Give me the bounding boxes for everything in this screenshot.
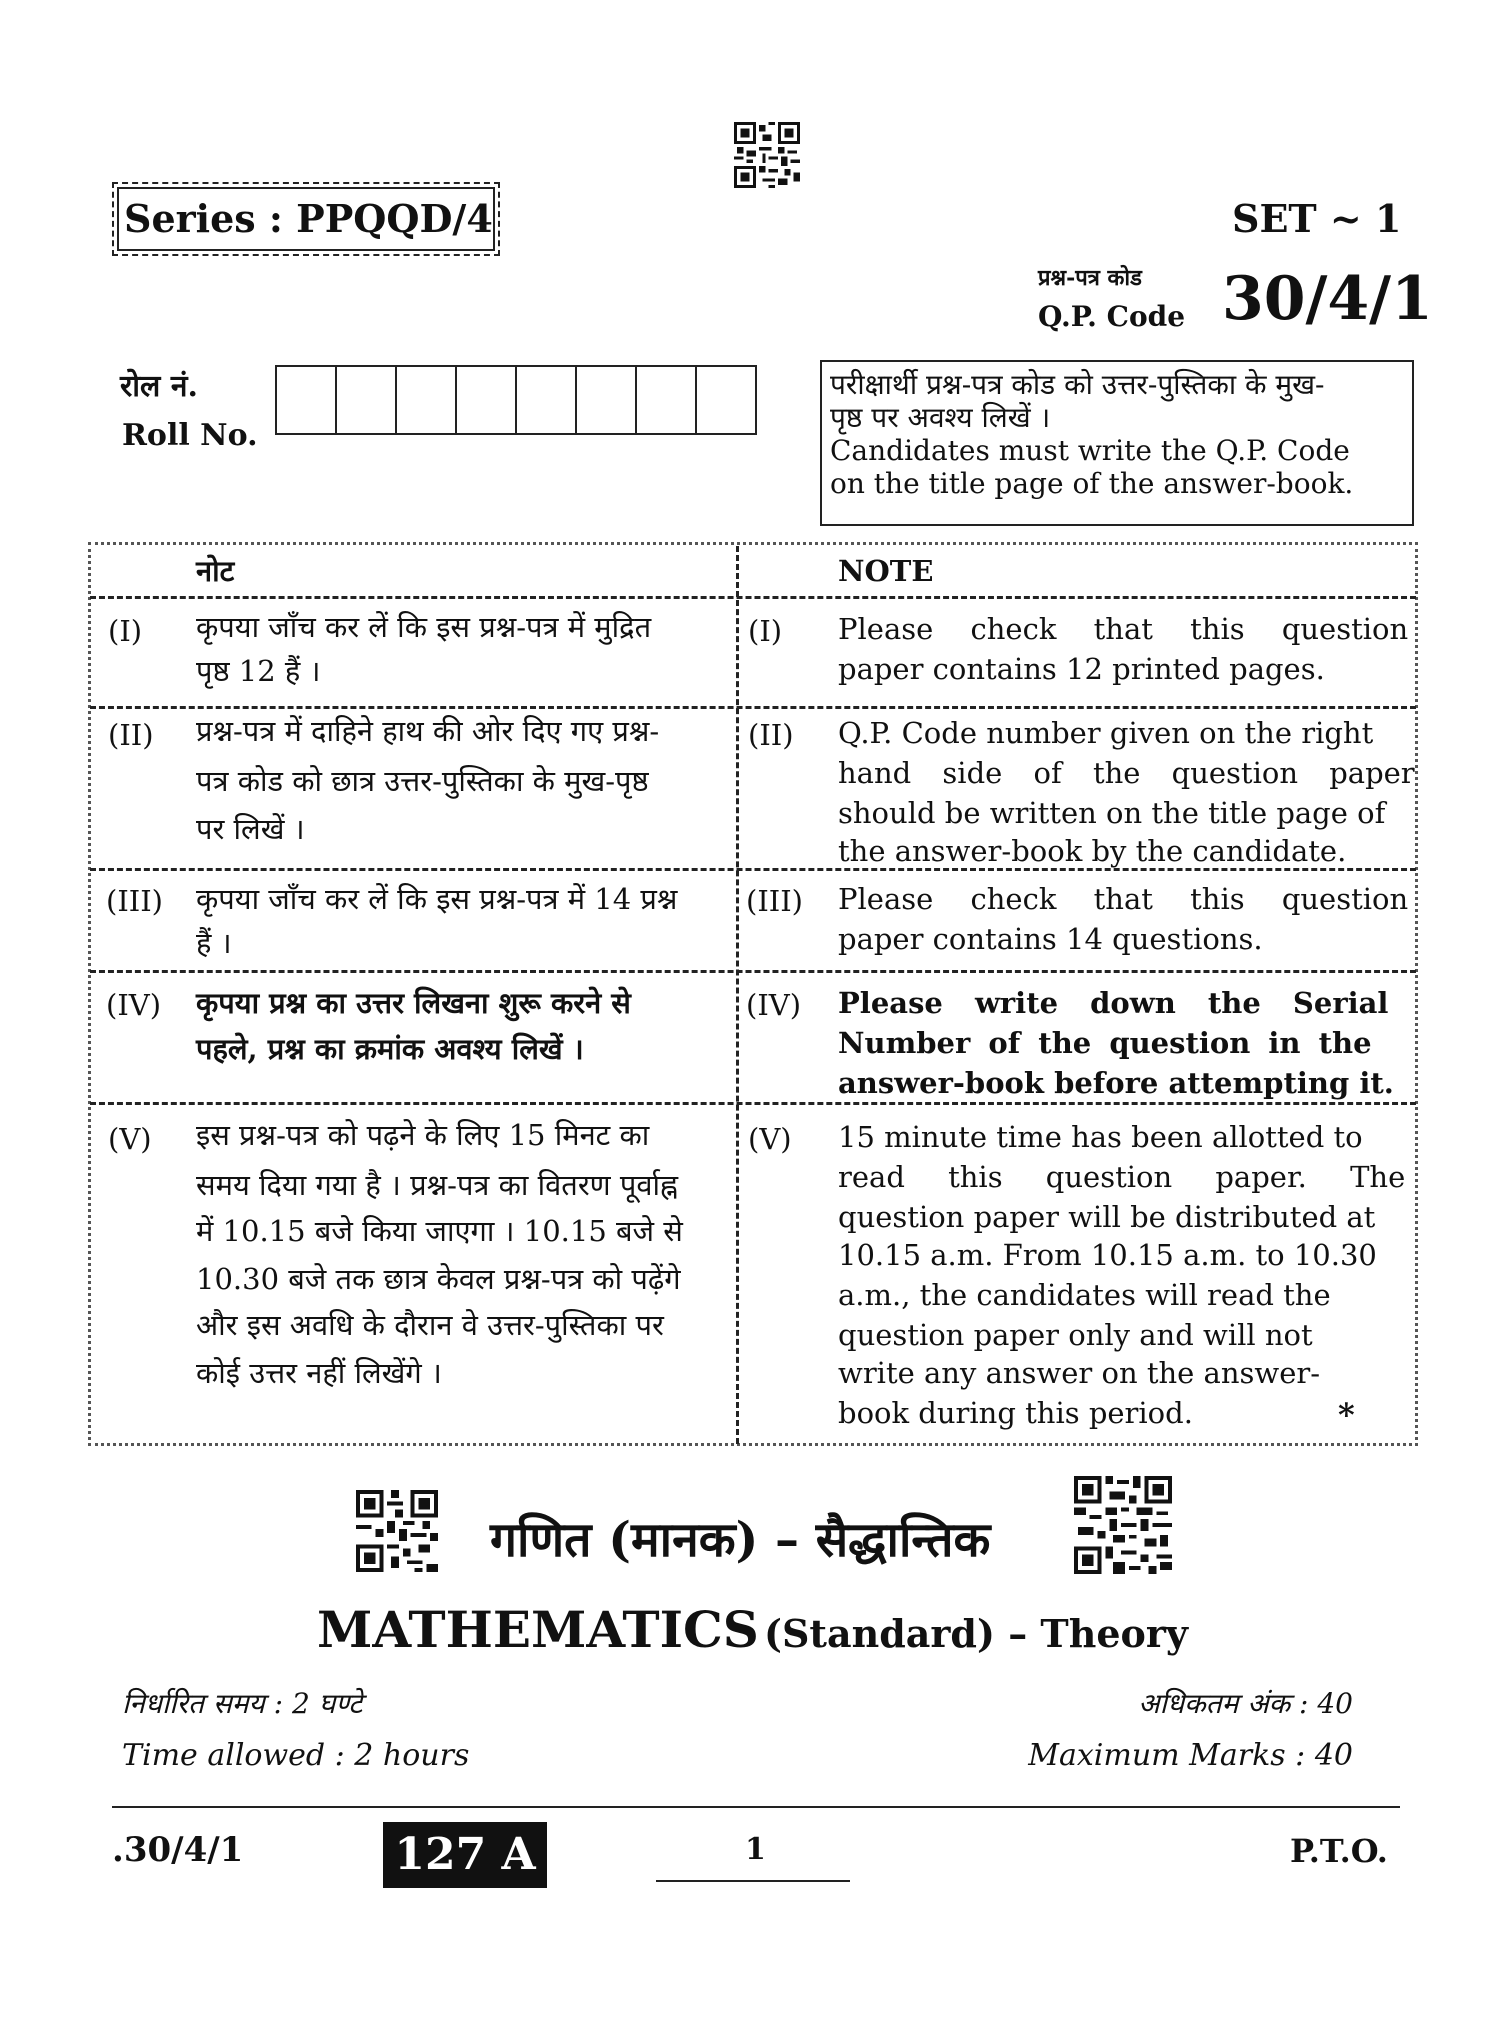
note-number: (V): [748, 1122, 792, 1156]
note-hindi-line: में 10.15 बजे किया जाएगा । 10.15 बजे से: [196, 1214, 683, 1248]
series-label: Series : PPQQD/4: [124, 196, 493, 241]
note-number: (IV): [746, 988, 802, 1022]
qr-code-title-right: [1074, 1476, 1172, 1574]
note-hindi-line: हैं ।: [196, 926, 232, 960]
page-number: 1: [745, 1832, 766, 1867]
qp-code-value: 30/4/1: [1222, 264, 1433, 334]
set-label: SET ~ 1: [1232, 196, 1402, 241]
time-allowed-hindi: निर्धारित समय : 2 घण्टे: [122, 1687, 363, 1720]
note-hindi-line: पृष्ठ 12 हैं ।: [196, 654, 321, 688]
candidate-instruction-line: पृष्ठ पर अवश्य लिखें ।: [830, 401, 1051, 434]
notes-heading: NOTE: [838, 554, 934, 588]
notes-heading-hindi: नोट: [196, 554, 235, 588]
qr-code-title-left: [356, 1490, 438, 1572]
note-number: (III): [106, 884, 163, 918]
footer-badge: 127 A: [383, 1822, 547, 1888]
subject-title-main: MATHEMATICS: [317, 1600, 759, 1659]
roll-number-box[interactable]: [395, 365, 457, 435]
candidate-instruction-line: परीक्षार्थी प्रश्न-पत्र कोड को उत्तर-पुस्तिका के मुख-: [830, 368, 1325, 401]
note-english-line: paper contains 12 printed pages.: [838, 652, 1325, 686]
qp-code-label-hindi: प्रश्न-पत्र कोड: [1038, 265, 1142, 291]
candidate-instruction-line: Candidates must write the Q.P. Code: [830, 434, 1350, 467]
roll-number-box[interactable]: [575, 365, 637, 435]
qp-code-label: Q.P. Code: [1038, 300, 1186, 333]
maximum-marks-hindi: अधिकतम अंक : 40: [1138, 1687, 1353, 1720]
note-english-line: question paper only and will not: [838, 1318, 1313, 1352]
qr-code-top: [734, 122, 800, 188]
roll-number-box[interactable]: [635, 365, 697, 435]
note-number: (I): [748, 614, 783, 648]
note-english-line: Number of the question in the: [838, 1026, 1372, 1060]
footer-divider: [112, 1806, 1400, 1808]
note-english-line: paper contains 14 questions.: [838, 922, 1263, 956]
candidate-instruction-line: on the title page of the answer-book.: [830, 467, 1354, 500]
note-english-line: the answer-book by the candidate.: [838, 834, 1347, 868]
page-number-underline: [656, 1880, 850, 1882]
note-hindi-line: कृपया जाँच कर लें कि इस प्रश्न-पत्र में मुद्रित: [196, 610, 652, 644]
note-english-line: 10.15 a.m. From 10.15 a.m. to 10.30: [838, 1238, 1377, 1272]
note-hindi-line: और इस अवधि के दौरान वे उत्तर-पुस्तिका पर: [196, 1308, 664, 1342]
roll-number-label-hindi: रोल नं.: [120, 369, 198, 404]
note-number: (IV): [106, 988, 162, 1022]
note-hindi-line: पर लिखें ।: [196, 812, 305, 846]
note-hindi-line: कृपया जाँच कर लें कि इस प्रश्न-पत्र में 14 प्रश्न: [196, 882, 678, 916]
asterisk-mark: *: [1338, 1396, 1355, 1434]
notes-row-divider: [90, 596, 1416, 599]
note-hindi-line: समय दिया गया है । प्रश्न-पत्र का वितरण पूर्वाह्न: [196, 1168, 679, 1202]
note-hindi-line: पहले, प्रश्न का क्रमांक अवश्य लिखें ।: [196, 1032, 584, 1066]
notes-column-divider: [736, 546, 739, 1444]
note-number: (III): [746, 884, 803, 918]
note-english-line: hand side of the question paper: [838, 756, 1415, 790]
note-number: (II): [108, 718, 154, 752]
roll-number-box[interactable]: [695, 365, 757, 435]
note-english-line: book during this period.: [838, 1396, 1193, 1430]
subject-title-hindi: गणित (मानक) – सैद्धान्तिक: [490, 1512, 991, 1568]
roll-number-boxes[interactable]: [277, 365, 757, 435]
note-english-line: Please write down the Serial: [838, 986, 1389, 1020]
note-english-line: answer-book before attempting it.: [838, 1066, 1394, 1100]
note-hindi-line: कोई उत्तर नहीं लिखेंगे ।: [196, 1356, 442, 1390]
note-english-line: write any answer on the answer-: [838, 1356, 1321, 1390]
roll-number-box[interactable]: [275, 365, 337, 435]
note-number: (I): [108, 614, 143, 648]
candidate-instruction-box: [820, 360, 1414, 526]
note-english-line: should be written on the title page of: [838, 796, 1386, 830]
notes-row-divider: [90, 706, 1416, 709]
time-allowed: Time allowed : 2 hours: [122, 1738, 470, 1773]
note-number: (II): [748, 718, 794, 752]
note-hindi-line: कृपया प्रश्न का उत्तर लिखना शुरू करने से: [196, 986, 631, 1020]
roll-number-box[interactable]: [455, 365, 517, 435]
note-hindi-line: इस प्रश्न-पत्र को पढ़ने के लिए 15 मिनट का: [196, 1118, 650, 1152]
subject-title: [0, 1600, 1505, 1659]
subject-title-sub: (Standard) – Theory: [763, 1611, 1188, 1656]
roll-number-box[interactable]: [335, 365, 397, 435]
footer-paper-code: .30/4/1: [112, 1830, 244, 1870]
maximum-marks: Maximum Marks : 40: [1028, 1738, 1353, 1773]
pto-label: P.T.O.: [1290, 1832, 1388, 1870]
note-english-line: Q.P. Code number given on the right: [838, 716, 1374, 750]
note-english-line: a.m., the candidates will read the: [838, 1278, 1331, 1312]
note-number: (V): [108, 1122, 152, 1156]
notes-row-divider: [90, 970, 1416, 973]
note-hindi-line: पत्र कोड को छात्र उत्तर-पुस्तिका के मुख-पृष्ठ: [196, 764, 649, 798]
roll-number-box[interactable]: [515, 365, 577, 435]
note-english-line: 15 minute time has been allotted to: [838, 1120, 1363, 1154]
note-english-line: Please check that this question: [838, 882, 1409, 916]
roll-number-label: Roll No.: [122, 418, 258, 453]
note-hindi-line: 10.30 बजे तक छात्र केवल प्रश्न-पत्र को पढ़ेंगे: [196, 1262, 681, 1296]
note-hindi-line: प्रश्न-पत्र में दाहिने हाथ की ओर दिए गए प्रश्न-: [196, 714, 660, 748]
note-english-line: question paper will be distributed at: [838, 1200, 1376, 1234]
note-english-line: read this question paper. The: [838, 1160, 1406, 1194]
note-english-line: Please check that this question: [838, 612, 1409, 646]
